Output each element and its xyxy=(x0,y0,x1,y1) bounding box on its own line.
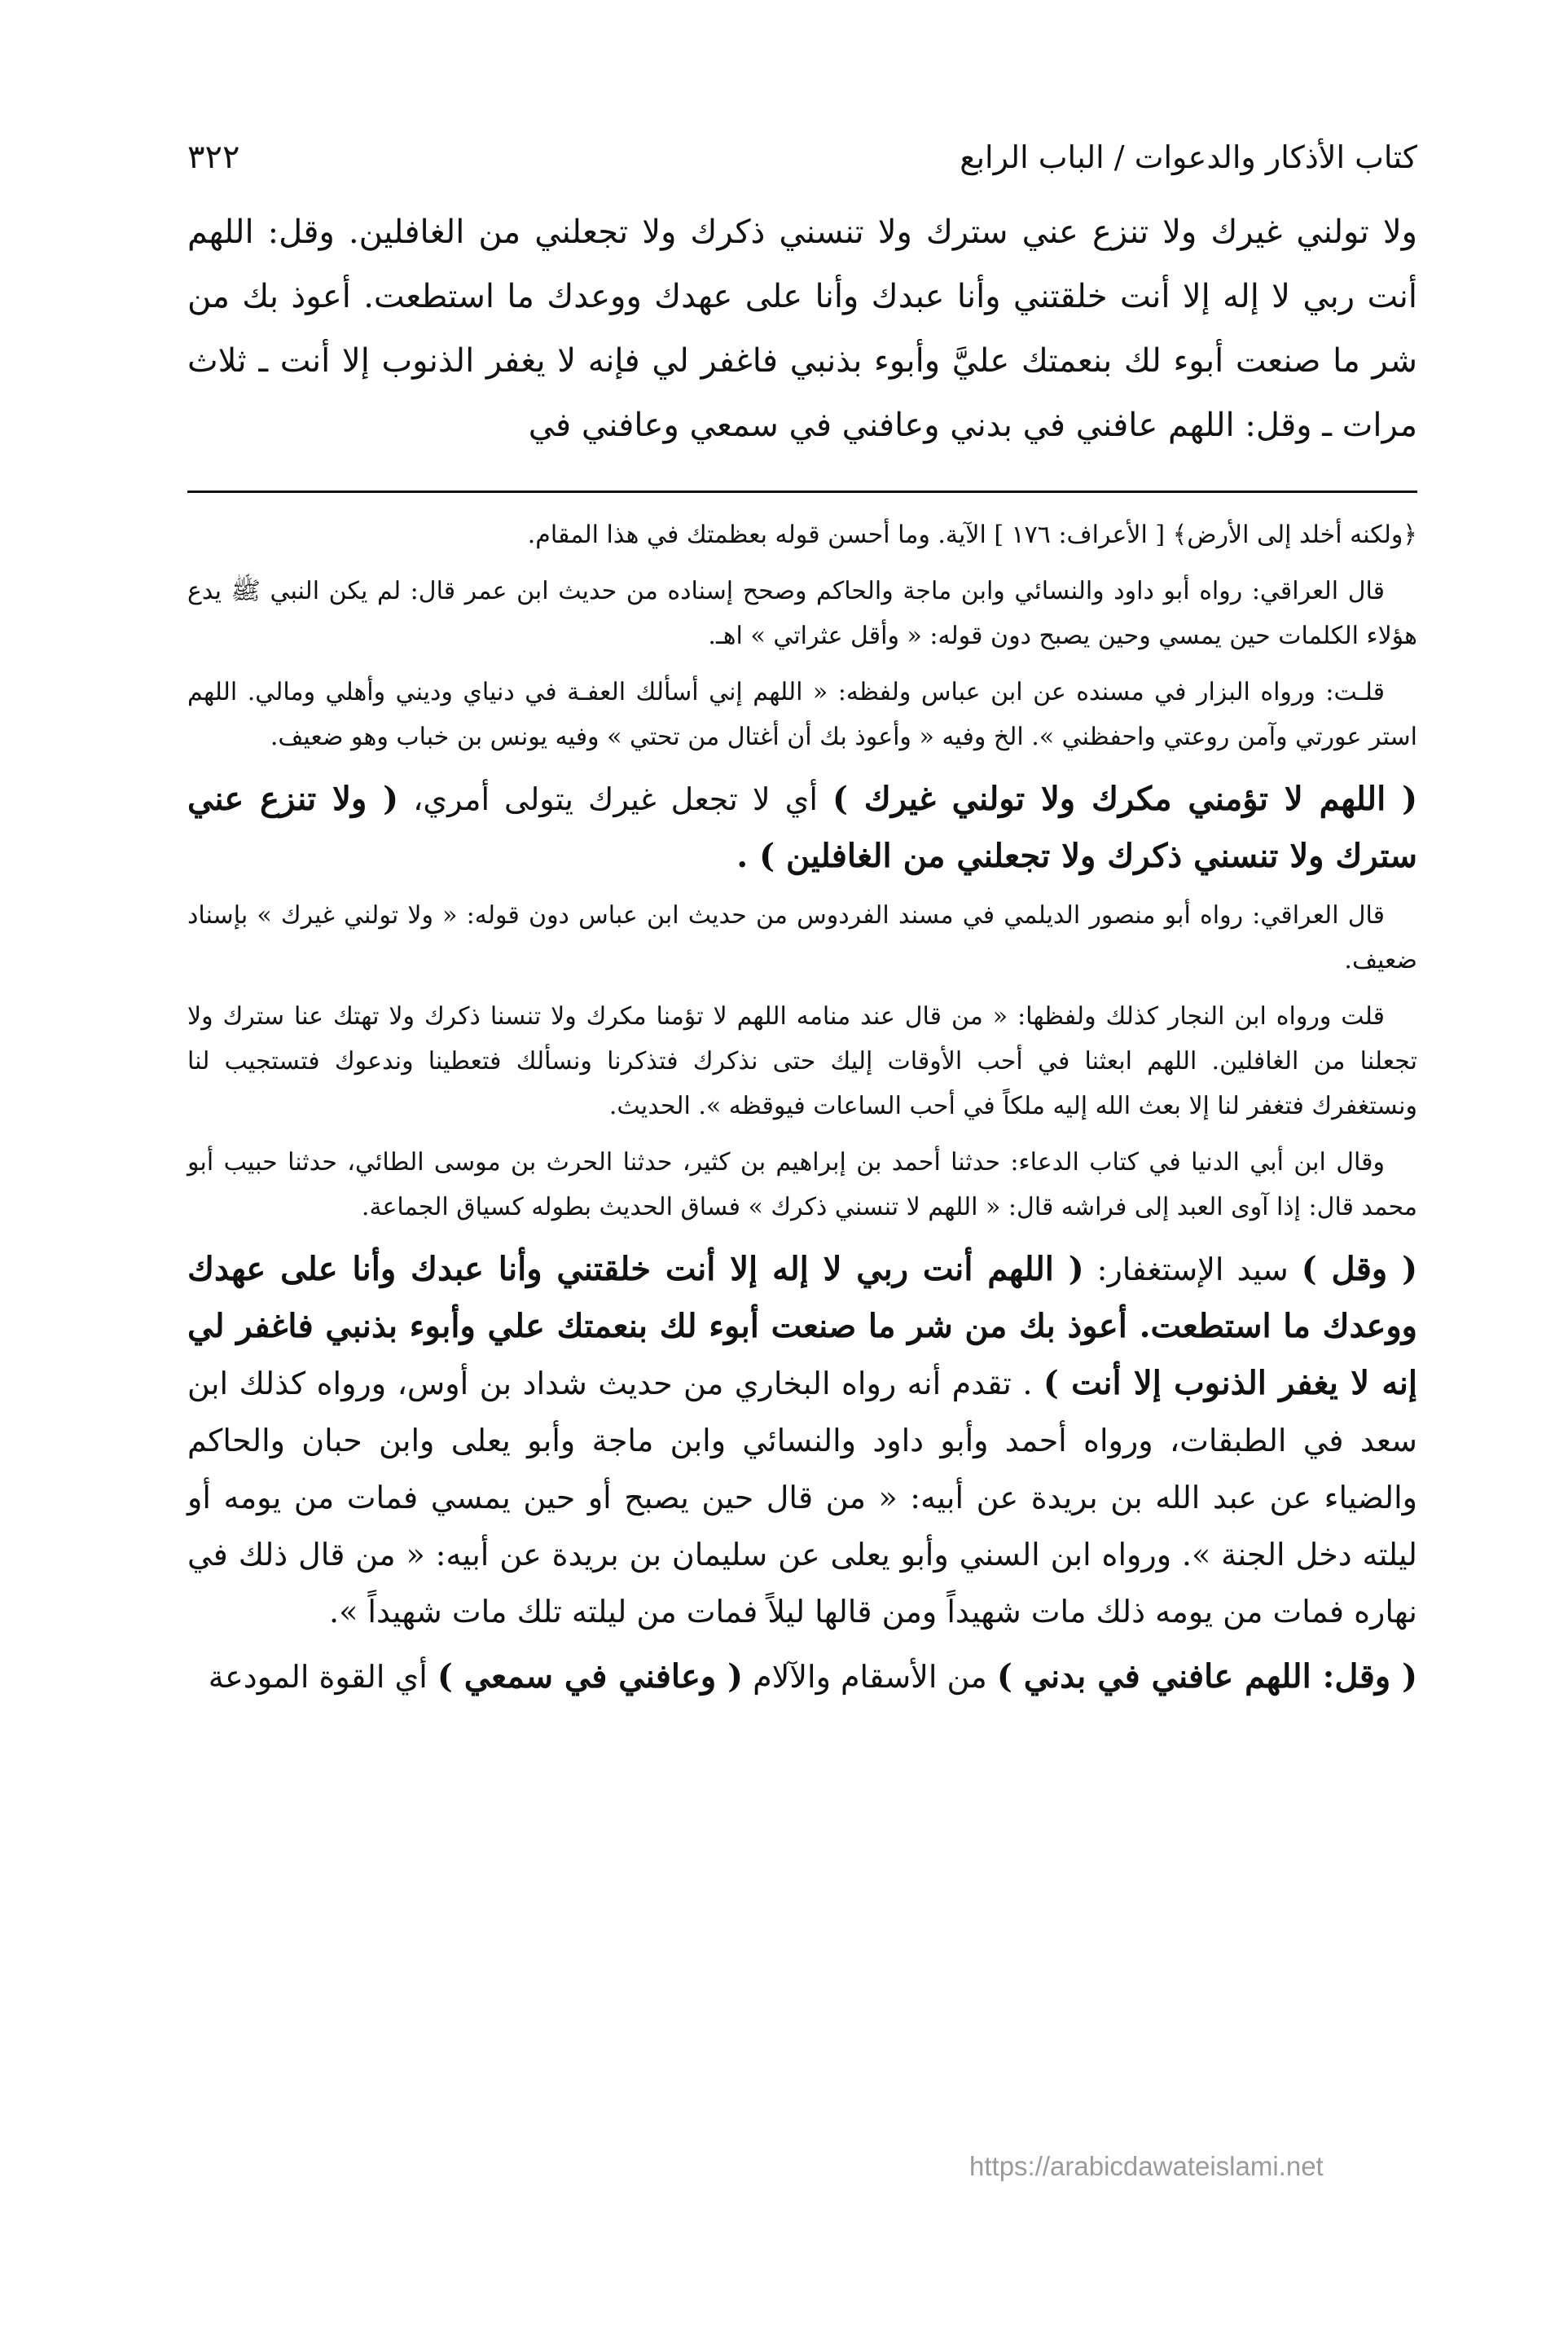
source-watermark: https://arabicdawateislami.net xyxy=(969,2151,1324,2181)
commentary-text: . تقدم أنه رواه البخاري من حديث شداد بن أوس، ورواه كذلك ابن سعد في الطبقات، ورواه أحمد وأبو داود والنسائي وابن ماجة وأبو يعلى وابن حبان والحاكم والضياء عن عبد الله بن بريدة عن أبيه: « من قال حين يصبح أو حين يمسي فمات من يومه أو ليلته دخل الجنة ». ورواه ابن السني وأبو يعلى عن سليمان بن بريدة عن أبيه: « من قال ذلك في نهاره فمات من يومه ذلك مات شهيداً ومن قالها ليلاً فمات من ليلته تلك مات شهيداً ». xyxy=(187,1366,1417,1630)
matn-quote: ( ولا تنزع عني سترك ولا تنسني ذكرك ولا تجعلني من الغافلين ) . xyxy=(187,780,1417,875)
book-page xyxy=(187,139,1417,1713)
commentary-note-6: وقال ابن أبي الدنيا في كتاب الدعاء: حدثنا أحمد بن إبراهيم بن كثير، حدثنا الحرث بن موسى الطائي، حدثنا حبيب أبو محمد قال: إذا آوى العبد إلى فراشه قال: « اللهم لا تنسني ذكرك » فساق الحديث بطوله كسياق الجماعة. xyxy=(187,1148,1417,1221)
page-header xyxy=(187,139,1417,191)
commentary-note-1: ﴿ولكنه أخلد إلى الأرض﴾ [ الأعراف: ١٧٦ ] الآية. وما أحسن قوله بعظمتك في هذا المقام. xyxy=(527,521,1417,549)
commentary-note-4: قال العراقي: رواه أبو منصور الديلمي في مسند الفردوس من حديث ابن عباس دون قوله: « ولا تولني غيرك » بإسناد ضعيف. xyxy=(187,901,1417,974)
commentary-text: سيد الإستغفار: xyxy=(1083,1251,1302,1287)
chapter-title: كتاب الأذكار والدعوات / الباب الرابع xyxy=(960,139,1417,175)
matn-quote: ( اللهم أنت ربي لا إله إلا أنت خلقتني وأنا عبدك وأنا على عهدك ووعدك ما استطعت. أعوذ بك من شر ما صنعت أبوء لك بنعمتك علي وأبوء بذنبي فاغفر لي إنه لا يغفر الذنوب إلا أنت ) xyxy=(187,1250,1418,1402)
commentary-paragraph-2 xyxy=(187,1241,1417,1640)
commentary-text: أي لا تجعل غيرك يتولى أمري، xyxy=(398,781,832,817)
commentary-paragraph-1 xyxy=(187,771,1417,885)
commentary-note-5: قلت ورواه ابن النجار كذلك ولفظها: « من قال عند منامه اللهم لا تؤمنا مكرك ولا تنسنا ذكرك ولا تهتك عنا سترك ولا تجعلنا من الغافلين. اللهم ابعثنا في أحب الأوقات إليك حتى نذكرك فتذكرنا ونسألك فتعطينا وندعوك فتستجيب لنا ونستغفرك فتغفر لنا إلا بعث الله إليه ملكاً في أحب الساعات فيوقظه ». الحديث. xyxy=(187,1002,1417,1120)
commentary-text: أي القوة المودعة xyxy=(208,1659,437,1695)
matn-quote: ( وقل: اللهم عافني في بدني ) xyxy=(996,1657,1417,1696)
footnote-divider xyxy=(187,490,1417,493)
main-text-continuation: ولا تولني غيرك ولا تنزع عني سترك ولا تنسني ذكرك ولا تجعلني من الغافلين. وقل: اللهم أنت ربي لا إله إلا أنت خلقتني وأنا عبدك وأنا على عهدك ووعدك ما استطعت. أعوذ بك من شر ما صنعت أبوء لك بنعمتك عليَّ وأبوء بذنبي فاغفر لي فإنه لا يغفر الذنوب إلا أنت ـ ثلاث مرات ـ وقل: اللهم عافني في بدني وعافني في سمعي وعافني في xyxy=(187,213,1417,444)
page-number: ٣٢٢ xyxy=(187,139,240,176)
commentary-note-3: قلـت: ورواه البزار في مسنده عن ابن عباس ولفظه: « اللهم إني أسألك العفـة في دنياي وديني وأهلي ومالي. اللهم استر عورتي وآمن روعتي واحفظني ». الخ وفيه « وأعوذ بك أن أغتال من تحتي » وفيه يونس بن خباب وهو ضعيف. xyxy=(187,678,1417,751)
commentary-text: من الأسقام والآلام xyxy=(743,1659,997,1695)
commentary-paragraph-3 xyxy=(187,1648,1417,1705)
commentary-note-2: قال العراقي: رواه أبو داود والنسائي وابن ماجة والحاكم وصحح إسناده من حديث ابن عمر قال: لم يكن النبي ﷺ يدع هؤلاء الكلمات حين يمسي وحين يصبح دون قوله: « وأقل عثراتي » اهـ. xyxy=(187,577,1417,650)
matn-quote: ( وقل ) xyxy=(1301,1250,1418,1288)
matn-quote: ( وعافني في سمعي ) xyxy=(437,1657,744,1696)
matn-quote: ( اللهم لا تؤمني مكرك ولا تولني غيرك ) xyxy=(832,780,1417,818)
